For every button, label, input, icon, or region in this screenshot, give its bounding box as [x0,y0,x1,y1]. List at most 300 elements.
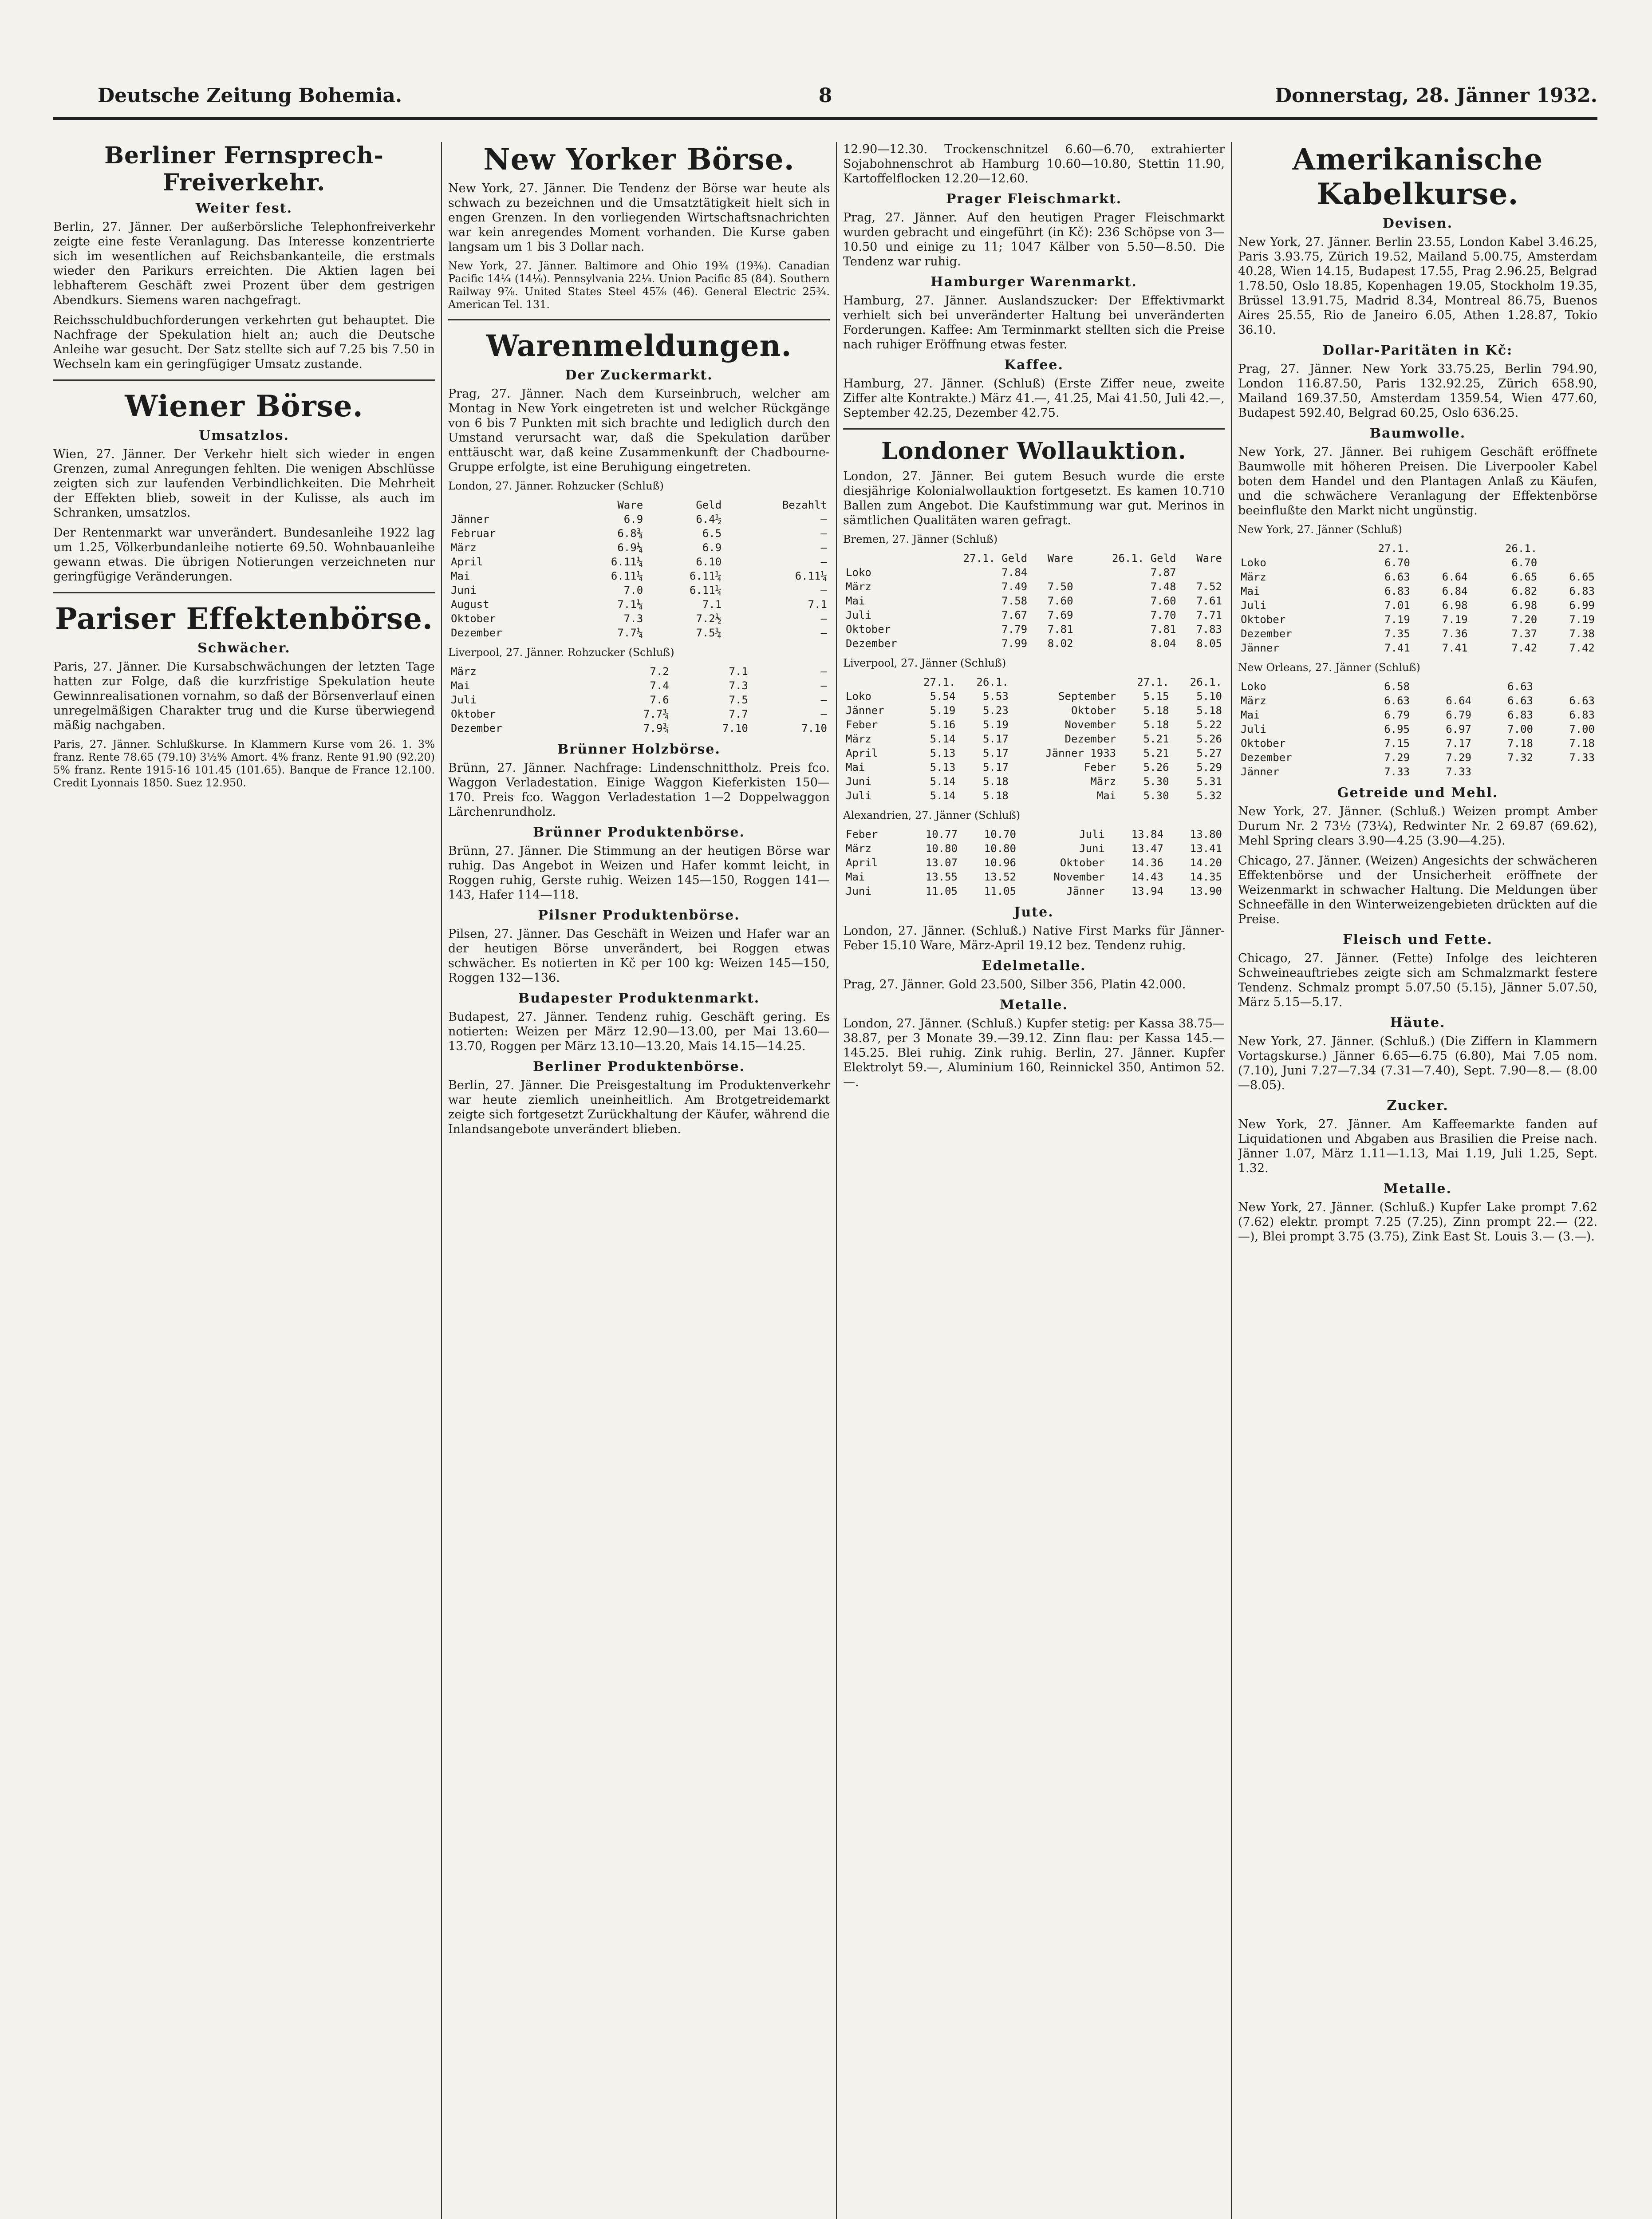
table-cell: Juni [846,885,871,897]
section-divider [53,592,435,593]
table-cell: Dezember [846,637,897,650]
table-row [448,583,830,597]
table-row [843,760,1225,774]
table-cell: Jänner [451,513,489,525]
table-cell: 7.32 [1507,751,1533,764]
table-cell: 7.35 [1384,628,1410,640]
table-cell: 11.05 [925,885,958,897]
table-header-cell [1238,541,1343,556]
table-body [843,827,1225,898]
alexandria-cotton-table [843,827,1225,898]
table-cell [1536,765,1597,779]
section-subtitle: Weiter fest. [195,201,293,216]
table-cell: 8.05 [1196,637,1222,650]
article-paragraph: Hamburg, 27. Jänner. Auslandszucker: Der Effektivmarkt verhielt sich bei unveränderter Haltung bei unveränderten Forderungen. Kaffee: Am Terminmarkt stellten sich die Preise nach ruhiger Eröffnung etwas fester. [843,294,1225,351]
table-cell: 7.42 [1569,642,1595,654]
table-cell: Juli [1079,828,1105,841]
table-cell: — [820,679,827,692]
table-cell: 5.14 [930,733,956,745]
table-row [448,612,830,626]
table-cell: 7.33 [1446,766,1471,778]
table-cell [1413,556,1471,570]
article-paragraph: New York, 27. Jänner. (Schluß.) Weizen prompt Amber Durum Nr. 2 73½ (73¼), Redwinter Nr. 2 69.87 (69.62), Mehl Spring clears 3.90—4.25 (3.90—4.25). [1238,805,1597,848]
table-cell: Mai [846,761,865,774]
table-cell: 5.29 [1196,761,1222,774]
newspaper-name: Deutsche Zeitung Bohemia. [98,84,402,107]
table-cell: März [451,665,477,678]
table-cell: 7.69 [1047,609,1073,621]
table-cell: Oktober [1060,857,1105,869]
table-cell: Oktober [451,708,496,720]
table-header-cell: 27.1. [923,676,956,688]
liverpool-sugar-table [448,664,830,735]
table-row [843,827,1225,841]
table-cell: 7.18 [1507,737,1533,750]
table-cell: Juli [451,694,477,706]
table-cell: — [820,584,827,596]
section-subtitle: Kaffee. [1004,357,1064,373]
table-cell: November [1065,719,1116,731]
table-cell: 13.52 [984,871,1016,883]
table-cell: 6.98 [1442,599,1468,612]
article-paragraph: Chicago, 27. Jänner. (Weizen) Angesichts der schwächeren Effektenbörse und der Unsicherheit eröffnete der Weizenmarkt in schwacher Haltung. Die Meldungen über Schneefälle in den Winterweizengebieten drückten auf die Preise. [1238,854,1597,926]
table-cell: November [1053,871,1105,883]
table-cell: Loko [1241,680,1266,693]
table-cell: 6.5 [702,527,722,540]
table-cell: — [820,541,827,554]
table-header-cell: 27.1. [1378,542,1410,555]
table-cell: 6.99 [1569,599,1595,612]
table-cell: 7.50 [1047,580,1073,593]
table-cell: 5.16 [930,719,956,731]
table-cell: 5.19 [982,719,1009,731]
table-cell: 7.6 [650,694,669,706]
table-row [843,789,1225,803]
london-sugar-table [448,498,830,640]
table-header-cell: Ware [1196,552,1222,565]
table-cell: 7.19 [1442,613,1468,626]
table-cell: Oktober [1071,704,1116,717]
table-header-cell: 26.1. [976,676,1009,688]
table-cell: April [451,556,483,568]
table-cell: 7.79 [1001,623,1028,636]
neworleans-cotton-table [1238,679,1597,779]
table-cell: 5.32 [1196,790,1222,802]
table-body [843,689,1225,803]
table-cell: 6.70 [1511,557,1538,569]
table-cell [1474,765,1536,779]
table-row [448,721,830,735]
table-row [1238,641,1597,655]
table-cell: 5.13 [930,761,956,774]
table-cell: 6.64 [1442,571,1468,583]
table-header-cell: Ware [1047,552,1073,565]
table-cell: Juni [451,584,477,596]
quotation-paragraph: Paris, 27. Jänner. Schlußkurse. In Klammern Kurse vom 26. 1. 3% franz. Rente 78.65 (79.10) 3½% Amort. 4% franz. Rente 91.90 (92.20) 5% franz. Rente 1915-16 101.45 (101.65). Banque de France 12.100. Credit Lyonnais 1850. Suez 12.950. [53,738,435,789]
newyork-cotton-table [1238,541,1597,655]
table-row [843,870,1225,884]
table-cell: Mai [451,570,470,582]
table-cell: 13.41 [1190,842,1222,855]
table-body [448,664,830,735]
table-cell: 5.14 [930,775,956,788]
table-cell: 5.17 [982,733,1009,745]
table-cell: 10.80 [984,842,1016,855]
table-cell: 6.83 [1384,585,1410,597]
table-cell: 14.36 [1131,857,1163,869]
section-subtitle: Devisen. [1382,216,1453,231]
table-cell: Februar [451,527,496,540]
table-cell: 11.05 [984,885,1016,897]
table-cell: Dezember [451,627,502,639]
table-cell: 7.81 [1150,623,1176,636]
table-cell: 7.41 [1384,642,1410,654]
table-cell: 7.18 [1569,737,1595,750]
table-cell [1179,565,1225,580]
table-cell: 5.30 [1143,775,1169,788]
table-cell: 5.17 [982,761,1009,774]
section-subtitle: Pilsner Produktenbörse. [538,908,740,923]
table-cell: 7.99 [1001,637,1028,650]
table-cell: 7.60 [1047,595,1073,607]
column-divider [441,142,442,2219]
table-cell: 7.37 [1511,628,1538,640]
table-cell: Mai [846,871,865,883]
table-cell: Juli [846,790,871,802]
table-header-cell [1540,541,1597,556]
table-cell: 7.1 [808,598,827,611]
section-divider [843,428,1225,430]
table-cell: 7.52 [1196,580,1222,593]
table-row [843,636,1225,651]
table-cell: 7.67 [1001,609,1028,621]
section-subtitle: Brünner Produktenbörse. [533,825,745,840]
section-title-wien: Wiener Börse. [125,389,363,423]
article-paragraph: Chicago, 27. Jänner. (Fette) Infolge des leichteren Schweineauftriebes zeigte sich am Schmalzmarkt festere Tendenz. Schmalz prompt 5.07.50 (5.15), Jänner 5.07.50, März 5.15—5.17. [1238,952,1597,1009]
columns [53,142,1597,2219]
section-subtitle: Fleisch und Fette. [1343,932,1493,948]
article-paragraph: London, 27. Jänner. (Schluß.) Native First Marks für Jänner-Feber 15.10 Ware, März-April 19.12 bez. Tendenz ruhig. [843,924,1225,952]
article-paragraph: Prag, 27. Jänner. Gold 23.500, Silber 356, Platin 42.000. [843,978,1186,991]
table-cell: 5.18 [1143,719,1169,731]
table-cell: 5.18 [982,775,1009,788]
table-cell: 7.29 [1446,751,1471,764]
table-cell: 6.11¼ [689,584,722,596]
table-row [448,541,830,555]
table-cell: September [1058,690,1116,703]
table-cell: Mai [1241,585,1260,597]
newspaper-page [53,67,1597,2219]
table-cell: 7.1 [702,598,722,611]
section-subtitle: Der Zuckermarkt. [565,367,713,383]
section-title-newyork: New Yorker Börse. [483,142,795,177]
table-row [843,689,1225,703]
table-body [843,565,1225,651]
table-row [843,580,1225,594]
section-subtitle: Schwächer. [197,640,291,656]
table-row [843,841,1225,856]
table-cell: Feber [846,828,878,841]
table-cell: Mai [1241,709,1260,721]
table-cell: 7.33 [1569,751,1595,764]
table-cell: Dezember [1241,751,1292,764]
table-cell: 6.9 [702,541,722,554]
table-cell: 5.15 [1143,690,1169,703]
table-cell: 5.26 [1143,761,1169,774]
table-cell: Juni [846,775,871,788]
table-cell: Feber [1084,761,1116,774]
table-row [1238,570,1597,584]
section-title-berlin: Berliner Fernsprech-Freiverkehr. [104,142,384,196]
table-cell: 5.19 [930,704,956,717]
table-cell: 10.80 [925,842,958,855]
section-subtitle: Prager Fleischmarkt. [946,191,1122,207]
table-cell: 14.43 [1131,871,1163,883]
table-cell: 6.63 [1569,695,1595,707]
section-subtitle: Metalle. [1000,997,1068,1013]
table-cell: 5.54 [930,690,956,703]
table-cell: 6.95 [1384,723,1410,735]
table-cell: 6.63 [1507,695,1533,707]
table-cell: 13.84 [1131,828,1163,841]
table-header-cell [448,498,567,512]
table-cell: 7.15 [1384,737,1410,750]
table-body [448,512,830,640]
quotation-paragraph: New York, 27. Jänner. Baltimore and Ohio 19¾ (19⅜). Canadian Pacific 14¼ (14⅛). Pennsylvania 22¼. Union Pacific 85 (84). Southern Railway 9⅞. United States Steel 45⅞ (46). General Electric 25¾. American Tel. 131. [448,260,830,311]
table-cell: 13.80 [1190,828,1222,841]
table-cell: März [1241,695,1266,707]
section-divider [53,379,435,381]
article-paragraph: 12.90—12.30. Trockenschnitzel 6.60—6.70, extrahierter Sojabohnenschrot ab Hamburg 10.60—10.80, Stettin 11.90, Kartoffelflocken 12.20—12.60. [843,142,1225,186]
table-cell: 7.19 [1569,613,1595,626]
table-row [843,746,1225,760]
table-row [843,594,1225,608]
table-cell: 7.9¾ [643,722,669,734]
table-row [1238,556,1597,570]
table-row [1238,584,1597,598]
column-divider [1231,142,1232,2219]
column-1 [53,142,435,2219]
table-cell: 6.83 [1569,709,1595,721]
table-row [843,565,1225,580]
table-header-cell [1413,541,1471,556]
table-row [1238,694,1597,708]
article-paragraph: Prag, 27. Jänner. Nach dem Kurseinbruch, welcher am Montag in New York eingetreten ist und welcher Rückgänge von 6 bis 7 Punkten mit sich brachte und lediglich durch den Umstand verursacht war, daß die Spekulation darüber enttäuscht war, daß keine Zusammenkunft der Chadbourne-Gruppe erfolgte, ist eine Beruhigung eingetreten. [448,387,830,474]
table-cell: 7.1¼ [617,598,643,611]
table-cell: 7.19 [1384,613,1410,626]
article-paragraph: New York, 27. Jänner. Bei ruhigem Geschäft eröffnete Baumwolle mit höheren Preisen. Die Liverpooler Kabel boten dem Handel und den Plantagen Anlaß zu Käufen, und die schwächere Veranlagung der Effektenbörse beeinflußte den Markt nicht ungünstig. [1238,445,1597,517]
table-cell: 7.33 [1384,766,1410,778]
article-paragraph: New York, 27. Jänner. Am Kaffeemarkte fanden auf Liquidationen und Abgaben aus Brasilien die Preise nach. Jänner 1.07, März 1.11—1.13, Mai 1.19, Juli 1.25, Sept. 1.32. [1238,1117,1597,1175]
table-cell: 6.11¼ [611,556,643,568]
article-paragraph: Budapest, 27. Jänner. Tendenz ruhig. Geschäft gering. Es notierten: Weizen per März 12.90—13.00, per Mai 13.60—13.70, Roggen per März 13.10—13.20, Mais 14.15—14.25. [448,1010,830,1053]
table-row [448,664,830,679]
table-cell: — [820,612,827,625]
table-cell: Loko [846,690,871,703]
table-cell: 6.8¾ [617,527,643,540]
table-cell: 13.94 [1131,885,1163,897]
article-paragraph: London, 27. Jänner. (Schluß.) Kupfer stetig: per Kassa 38.75—38.87, per 3 Monate 39.—39.12. Zinn flau: per Kassa 145.—145.25. Blei ruhig. Zink ruhig. Berlin, 27. Jänner. Kupfer Elektrolyt 59.—, Aluminium 160, Reinnickel 350, Antimon 52.—. [843,1017,1225,1089]
table-header-cell: Bezahlt [782,499,827,511]
page-number: 8 [818,84,832,107]
table-body [1238,556,1597,655]
table-row [843,732,1225,746]
table-cell [1412,679,1474,694]
table-cell: Jänner [846,704,884,717]
table-cell: 5.31 [1196,775,1222,788]
table-cell: 5.17 [982,747,1009,759]
table-cell: — [820,527,827,540]
article-paragraph: Paris, 27. Jänner. Die Kursabschwächungen der letzten Tage hatten zur Folge, daß die kurzfristige Spekulation heute Gewinnrealisationen vornahm, so daß der Börsenverlauf einen unregelmäßigen Charakter trug und die Kurse überwiegend mäßig nachgaben. [53,660,435,732]
table-cell [1030,565,1076,580]
table-cell: März [846,842,871,855]
table-cell: 7.5¼ [696,627,722,639]
table-row [1238,612,1597,627]
section-subtitle: Metalle. [1384,1181,1452,1196]
table-cell: 5.13 [930,747,956,759]
table-cell: Mai [451,679,470,692]
table-cell: 7.83 [1196,623,1222,636]
table-row [843,608,1225,622]
table-row [1238,750,1597,765]
article-paragraph: Prag, 27. Jänner. Auf den heutigen Prager Fleischmarkt wurden gebracht und eingeführt (in Kč): 236 Schöpse von 3—10.50 und einige zu 11; 1047 Kälber von 5.50—8.50. Die Tendenz war ruhig. [843,211,1225,268]
table-row [448,597,830,612]
table-row [843,884,1225,898]
table-cell: 8.04 [1150,637,1176,650]
table-cell: 7.7¾ [643,708,669,720]
liverpool-cotton-table [843,675,1225,803]
table-header-cell [843,551,927,565]
table-cell: April [846,857,878,869]
table-cell: 7.71 [1196,609,1222,621]
table-row [1238,679,1597,694]
section-divider [448,319,830,320]
table-header-cell [843,675,905,689]
table-cell: Dezember [1065,733,1116,745]
table-header-cell: Ware [617,499,643,511]
table-cell: 7.5 [729,694,748,706]
article-paragraph: Brünn, 27. Jänner. Nachfrage: Lindenschnittholz. Preis fco. Waggon Verladestation. Einige Waggon Kieferkisten 150—170. Preis fco. Waggon Verladestation 1—2 Doppelwaggon Lärchenrundholz. [448,761,830,819]
table-cell: — [820,665,827,678]
section-title-wolle: Londoner Wollauktion. [881,438,1187,465]
table-cell: 6.83 [1569,585,1595,597]
table-cell: 7.58 [1001,595,1028,607]
table-cell: 6.70 [1384,557,1410,569]
table-cell: 7.84 [1001,566,1028,579]
table-cell: 14.35 [1190,871,1222,883]
table-cell: 5.26 [1196,733,1222,745]
table-cell: 6.65 [1511,571,1538,583]
table-cell: 10.70 [984,828,1016,841]
article-paragraph: Prag, 27. Jänner. New York 33.75.25, Berlin 794.90, London 116.87.50, Paris 132.92.25, Zürich 658.90, Mailand 169.37.50, Amsterdam 1359.54, Wien 477.60, Budapest 592.40, Belgrad 60.25, Oslo 636.25. [1238,362,1597,420]
article-paragraph: Berlin, 27. Jänner. Der außerbörsliche Telephonfreiverkehr zeigte eine feste Veranlagung. Das Interesse konzentrierte sich im wesentlichen auf Reichsbankanteile, die erstmals wieder den Parikurs erreichten. Die Aktien lagen bei lebhafterem Geschäft zwei Prozent über dem gestrigen Abendkurs. Siemens waren nachgefragt. [53,220,435,307]
table-cell: Oktober [846,623,891,636]
table-cell: 5.22 [1196,719,1222,731]
table-cell: Oktober [1241,613,1286,626]
table-cell: — [820,556,827,568]
table-cell: 6.9¼ [617,541,643,554]
table-cell [1536,679,1597,694]
table-row [1238,598,1597,612]
table-cell: Jänner [1066,885,1105,897]
article-paragraph: Reichsschuldbuchforderungen verkehrten gut behauptet. Die Nachfrage der Spekulation hielt an; auch die Deutsche Anleihe war gesucht. Der Satz stellte sich auf 7.25 bis 7.50 in Wechseln kam ein geringfügiger Umsatz zustande. [53,313,435,371]
table-row [843,622,1225,636]
article-paragraph: Hamburg, 27. Jänner. (Schluß) (Erste Ziffer neue, zweite Ziffer alte Kontrakte.) März 41.—, 41.25, Mai 41.50, Juli 42.—, September 42.25, Dezember 42.75. [843,377,1225,420]
table-cell: 5.30 [1143,790,1169,802]
table-row [448,512,830,526]
column-4 [1238,142,1597,2219]
section-title-paris: Pariser Effektenbörse. [55,601,433,636]
section-title-kabel: Amerikanische Kabelkurse. [1292,142,1543,211]
table-cell: — [820,627,827,639]
table-cell: 7.7 [729,708,748,720]
table-cell: März [1090,775,1116,788]
table-cell: Dezember [451,722,502,734]
table-cell: 6.82 [1511,585,1538,597]
article-paragraph: New York, 27. Jänner. (Schluß.) Kupfer Lake prompt 7.62 (7.62) elektr. prompt 7.25 (7.25), Zinn prompt 22.— (22.—), Blei prompt 3.75 (3.75), Zink East St. Louis 3.— (3.—). [1238,1200,1597,1244]
table-cell: Juli [1241,599,1266,612]
table-cell: — [820,694,827,706]
table-cell: 7.70 [1150,609,1176,621]
table-cell: 13.07 [925,857,958,869]
table-row [448,555,830,569]
table-cell: 13.55 [925,871,958,883]
table-cell: Jänner [1241,766,1279,778]
table-row [1238,736,1597,750]
table-cell: 6.11¼ [795,570,827,582]
table-cell: 13.47 [1131,842,1163,855]
section-subtitle: Brünner Holzbörse. [557,742,721,757]
table-cell: Dezember [1241,628,1292,640]
table-caption: Alexandrien, 27. Jänner (Schluß) [843,809,1021,821]
table-row [448,693,830,707]
table-cell: 6.58 [1384,680,1410,693]
masthead [53,67,1597,120]
section-title-waren: Warenmeldungen. [486,328,792,363]
table-header-cell: 27.1. [1137,676,1169,688]
article-paragraph: Der Rentenmarkt war unverändert. Bundesanleihe 1922 lag um 1.25, Völkerbundanleihe notierte 69.50. Wohnbauanleihe gewann etwas. Die übrigen Notierungen verzeichneten nur geringfügige Veränderungen. [53,526,435,584]
table-row [448,626,830,640]
section-subtitle: Jute. [1014,904,1054,920]
section-subtitle: Baumwolle. [1369,426,1466,441]
table-cell: 5.14 [930,790,956,802]
table-cell: 5.18 [982,790,1009,802]
table-row [1238,627,1597,641]
table-header-row [843,551,1225,565]
section-subtitle: Häute. [1390,1015,1446,1031]
column-divider [836,142,837,2219]
table-header-cell: 26.1. Geld [1112,552,1176,565]
table-cell: 5.21 [1143,747,1169,759]
table-cell: 7.36 [1442,628,1468,640]
table-cell: 7.10 [722,722,748,734]
table-cell: 5.27 [1196,747,1222,759]
column-2 [448,142,830,2219]
table-row [448,707,830,721]
section-subtitle: Berliner Produktenbörse. [532,1059,745,1074]
article-paragraph: London, 27. Jänner. Bei gutem Besuch wurde die erste diesjährige Kolonialwollauktion fortgesetzt. Es kamen 10.710 Ballen zum Angebot. Die Kaufstimmung war gut. Merinos in sämtlichen Qualitäten waren gefragt. [843,470,1225,527]
article-paragraph: Brünn, 27. Jänner. Die Stimmung an der heutigen Börse war ruhig. Das Angebot in Weizen und Hafer kommt leicht, in Roggen ruhig, Gerste ruhig. Weizen 145—150, Roggen 141—143, Hafer 114—118. [448,844,830,902]
table-cell: 7.01 [1384,599,1410,612]
table-row [1238,708,1597,722]
table-header-cell: Geld [696,499,722,511]
table-cell: 8.02 [1047,637,1073,650]
table-cell: Mai [846,595,865,607]
table-cell: 7.7¼ [617,627,643,639]
table-cell: Feber [846,719,878,731]
table-cell: 7.60 [1150,595,1176,607]
table-cell: 7.1 [729,665,748,678]
